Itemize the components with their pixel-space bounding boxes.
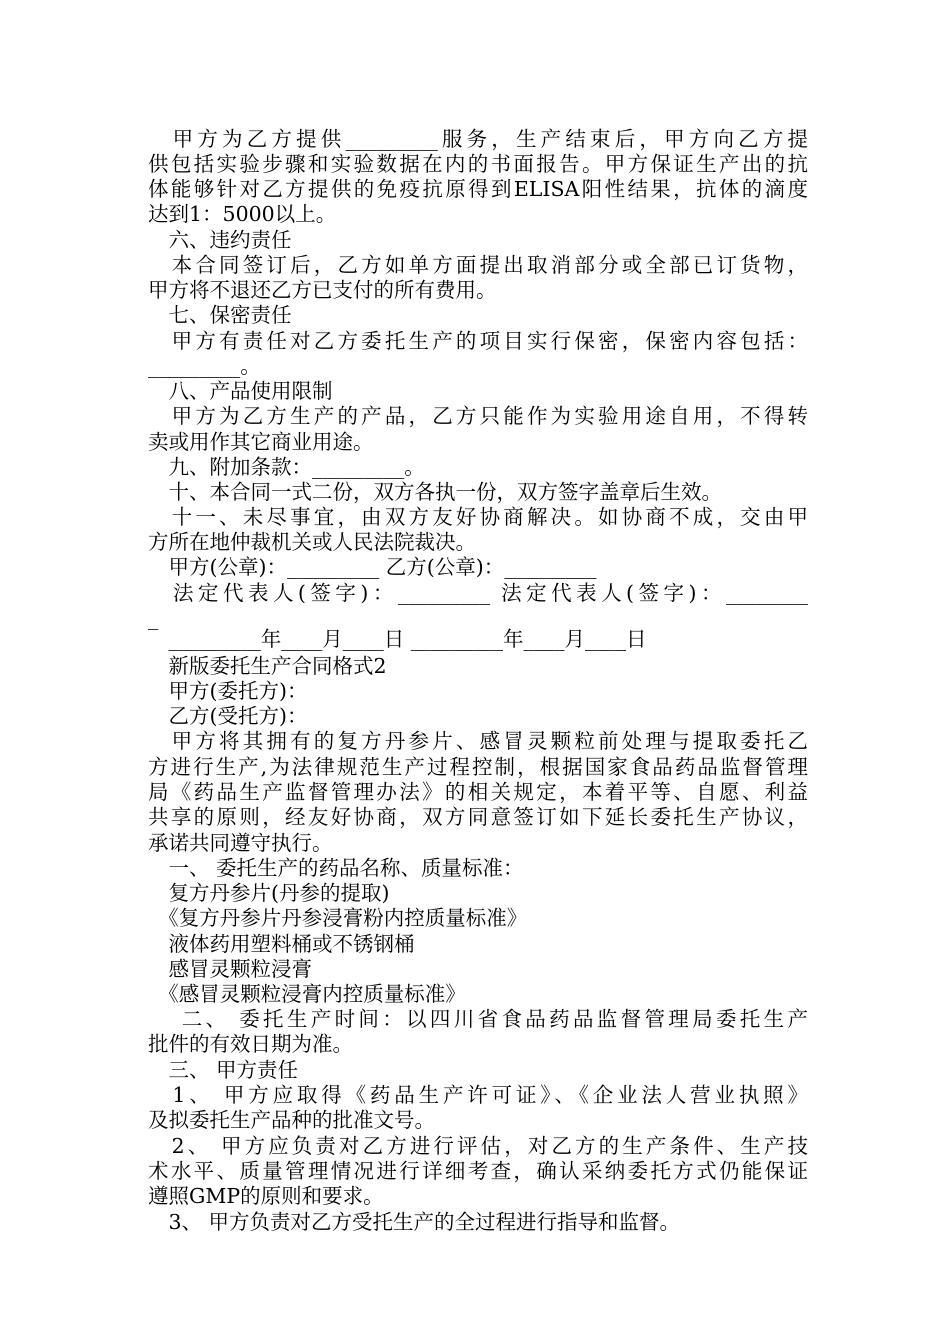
text-line: [148, 126, 808, 152]
text-line: [148, 1057, 298, 1083]
text-line-content: 八、产品使用限制: [148, 379, 333, 403]
text-line: [148, 504, 808, 530]
text-line: [148, 931, 415, 957]
text-line: [148, 830, 333, 856]
text-line-content: 法定代表人(签字)：_________ 法定代表人(签字)：________: [148, 581, 808, 605]
text-line: [148, 479, 722, 505]
text-line: [148, 580, 808, 606]
text-line-content: 甲方(委托方)：: [148, 679, 308, 703]
text-line-content: 七、保密责任: [148, 303, 292, 327]
text-line-content: _________年____月____日 _________年____月____日: [148, 627, 647, 651]
text-line: [148, 880, 390, 906]
text-line-content: 方所在地仲裁机关或人民法院裁决。: [148, 530, 476, 554]
text-line-content: 复方丹参片(丹参的提取): [148, 881, 390, 905]
text-line: [148, 554, 597, 580]
text-line: [148, 403, 808, 429]
text-line: [148, 1183, 384, 1209]
text-line-content: 供包括实验步骤和实验数据在内的书面报告。甲方保证生产出的抗: [148, 152, 808, 176]
text-line: [148, 378, 333, 404]
text-line: [148, 855, 524, 881]
text-line: [148, 1031, 353, 1057]
text-line-content: 乙方(受托方)：: [148, 704, 308, 728]
text-line-content: 2、 甲方应负责对乙方进行评估，对乙方的生产条件、生产技: [148, 1134, 808, 1158]
text-line-content: 承诺共同遵守执行。: [148, 831, 333, 855]
text-line: [148, 703, 308, 729]
text-line: [148, 981, 466, 1007]
text-line: [148, 779, 808, 805]
text-line: [148, 678, 308, 704]
text-line-content: 3、 甲方负责对乙方受托生产的全过程进行指导和监督。: [148, 1210, 681, 1234]
text-line-content: 一、 委托生产的药品名称、质量标准：: [148, 856, 524, 880]
text-line-content: 甲方为乙方生产的产品，乙方只能作为实验用途自用，不得转: [148, 404, 808, 428]
text-line-content: 本合同签订后，乙方如单方面提出取消部分或全部已订货物，: [148, 253, 808, 277]
text-line: [148, 302, 292, 328]
text-line-content: 液体药用塑料桶或不锈钢桶: [148, 932, 415, 956]
text-line: [148, 454, 425, 480]
text-line: [148, 905, 527, 931]
text-line: [148, 201, 336, 227]
text-line-content: 达到1：5000以上。: [148, 202, 337, 226]
text-line-content: 遵照GMP的原则和要求。: [148, 1184, 384, 1208]
text-line-content: 局《药品生产监督管理办法》的相关规定，本着平等、自愿、利益: [148, 780, 808, 804]
text-line: [148, 1082, 808, 1108]
text-line: [148, 277, 497, 303]
text-line: [148, 956, 312, 982]
text-line-content: 甲方将不退还乙方已支付的所有费用。: [148, 278, 497, 302]
text-line-content: 《感冒灵颗粒浸膏内控质量标准》: [148, 982, 466, 1006]
text-line: [148, 353, 261, 379]
text-line-content: 九、附加条款：_________。: [148, 455, 425, 479]
text-line: [148, 1006, 808, 1032]
text-line-content: 卖或用作其它商业用途。: [148, 430, 374, 454]
text-line: [148, 754, 808, 780]
text-line-content: 1、 甲方应取得《药品生产许可证》、《企业法人营业执照》: [148, 1083, 808, 1107]
text-line-content: 方进行生产,为法律规范生产过程控制，根据国家食品药品监督管理: [148, 755, 808, 779]
text-line-content: 术水平、质量管理情况进行详细考查，确认采纳委托方式仍能保证: [148, 1159, 808, 1183]
text-line-content: 感冒灵颗粒浸膏: [148, 957, 312, 981]
text-line-content: 共享的原则，经友好协商，双方同意签订如下延长委托生产协议，: [148, 805, 808, 829]
text-line-content: 六、违约责任: [148, 228, 292, 252]
text-line: [148, 227, 292, 253]
text-line-content: 及拟委托生产品种的批准文号。: [148, 1108, 435, 1132]
text-line-content: 甲方将其拥有的复方丹参片、感冒灵颗粒前处理与提取委托乙: [148, 729, 808, 753]
text-line-content: 十一、未尽事宜，由双方友好协商解决。如协商不成，交由甲: [148, 505, 808, 529]
text-line-content: _: [148, 606, 159, 630]
text-line: [148, 1133, 808, 1159]
text-line-content: 甲方(公章)：_________ 乙方(公章)：_________: [148, 555, 597, 579]
text-line: [148, 1107, 435, 1133]
text-line: [148, 529, 476, 555]
text-line: [148, 728, 808, 754]
text-line: [148, 176, 808, 202]
text-line-content: 新版委托生产合同格式2: [148, 654, 387, 678]
text-line: [148, 1209, 680, 1235]
text-line-content: 批件的有效日期为准。: [148, 1032, 353, 1056]
text-line-content: 三、 甲方责任: [148, 1058, 299, 1082]
text-line: [148, 1158, 808, 1184]
text-line-content: 甲方为乙方提供_________服务，生产结束后，甲方向乙方提: [148, 127, 808, 151]
text-line: [148, 804, 808, 830]
text-line-content: 甲方有责任对乙方委托生产的项目实行保密，保密内容包括：: [148, 329, 808, 353]
text-line-content: 十、本合同一式二份，双方各执一份，双方签字盖章后生效。: [148, 480, 722, 504]
text-line: [148, 653, 387, 679]
text-line-content: 《复方丹参片丹参浸膏粉内控质量标准》: [148, 906, 528, 930]
text-line: [148, 626, 647, 652]
text-line-content: 二、 委托生产时间：以四川省食品药品监督管理局委托生产: [148, 1007, 808, 1031]
text-line: [148, 328, 808, 354]
text-line: [148, 429, 374, 455]
text-line-content: 体能够针对乙方提供的免疫抗原得到ELISA阳性结果，抗体的滴度: [148, 177, 808, 201]
text-line: [148, 151, 808, 177]
text-line: [148, 252, 808, 278]
text-line-content: _________。: [148, 354, 261, 378]
